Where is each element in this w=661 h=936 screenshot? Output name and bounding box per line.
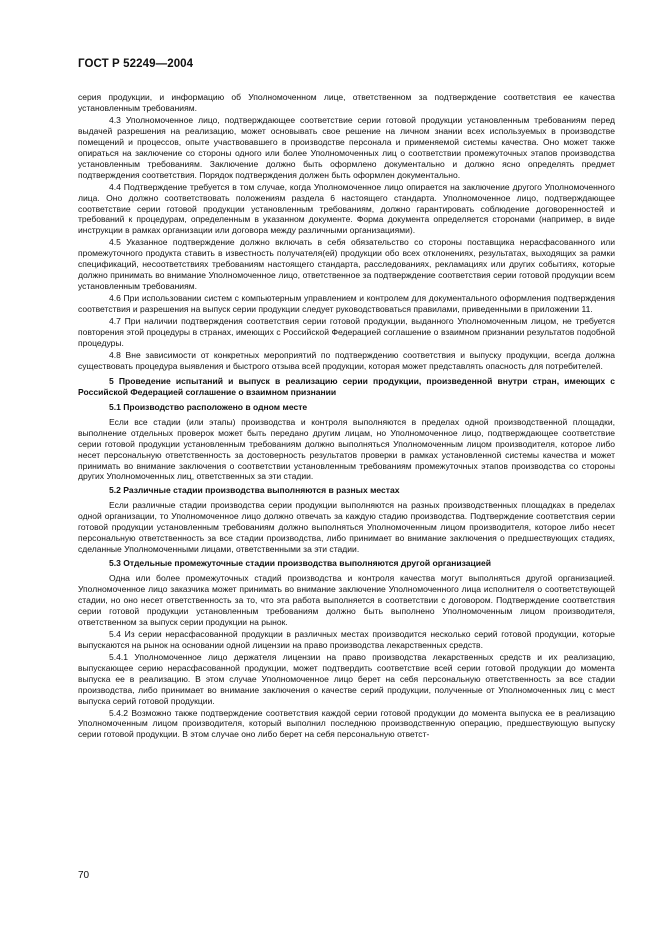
paragraph: 4.7 При наличии подтверждения соответствия серии готовой продукции, выданного Уполномоченным лицом, не требуется повторения этой процедуры в странах, имеющих с Российской Федерацией соглашение о взаимном признании результатов подобной процедуры. <box>78 316 615 348</box>
paragraph: 4.4 Подтверждение требуется в том случае, когда Уполномоченное лицо опирается на заключение другого Уполномоченного лица. Оно должно соответствовать положениям раздела 6 настоящего стандарта. Уполномоченное лицо, подтверждающее соответствие серии готовой продукции установленным требованиям, должно гарантировать соблюдение договоренностей и требований к процедурам, определенным в указанном документе. Форма документа определяется сторонами (например, в виде инструкции в рамках организации или договора между различными организациями). <box>78 181 615 236</box>
paragraph: 5.4.1 Уполномоченное лицо держателя лицензии на право производства лекарственных средств и их реализацию, выпускающее серию нерасфасованной продукции, может подтвердить соответствие всей серии готовой продукции до момента выпуска ее в реализацию. В этом случае Уполномоченное лицо берет на себя персональную ответственность за все стадии производства, либо принимает во внимание заключения о качестве серий продукции, полученные от Уполномоченных лиц с мест выпуска серий готовой продукции. <box>78 651 615 706</box>
paragraph: Если все стадии (или этапы) производства и контроля выполняются в пределах одной производственной площадки, выполнение отдельных проверок может быть передано другим лицам, но Уполномоченное лицо, подтверждающее соответствие серии готовой продукции установленным требованиям должно выполняться Уполномоченным лицом производителя, которое либо несет персональную ответственность за достоверность результатов проверки в рамках установленной системы качества и может принимать во внимание заключения о соответствии установленным требованиям промежуточных этапов производства со стороны других Уполномоченных лиц, ответственных за эти стадии. <box>78 416 615 482</box>
document-page <box>78 58 615 741</box>
paragraph: Если различные стадии производства серии продукции выполняются на разных производственных площадках в пределах одной организации, то Уполномоченное лицо должно отвечать за каждую стадию производства. Подтверждение соответствия серии готовой продукции установленным требованиям должно выполняться Уполномоченным лицом производителя, которое либо несет персональную ответственность за все стадии производства, либо принимает во внимание заключения о предшествующих стадиях, сделанные Уполномоченными лицами, ответственными за эти стадии. <box>78 500 615 555</box>
section-heading: 5 Проведение испытаний и выпуск в реализацию серии продукции, произведенной внутри стран, имеющих с Российской Федерацией соглашение о взаимном признании <box>78 375 615 397</box>
subsection-heading: 5.1 Производство расположено в одном месте <box>109 401 308 412</box>
paragraph: 5.4.2 Возможно также подтверждение соответствия каждой серии готовой продукции до момента выпуска ее в реализацию Уполномоченным лицом производителя, который выполнил последнюю производственную операцию, предшествующую выпуску серии готовой продукции. В этом случае оно либо берет на себя персональную ответст- <box>78 707 615 740</box>
paragraph: 5.4 Из серии нерасфасованной продукции в различных местах производится несколько серий готовой продукции, которые выпускаются на рынок на основании одной лицензии на право производства лекарственных средств. <box>78 628 615 650</box>
document-header: ГОСТ Р 52249—2004 <box>78 58 194 70</box>
document-body <box>78 92 615 740</box>
paragraph: 4.6 При использовании систем с компьютерным управлением и контролем для документального оформления подтверждения соответствия и разрешения на выпуск серии продукции следует руководствоваться правилами, приведенными в приложении 11. <box>78 293 615 315</box>
paragraph: 4.8 Вне зависимости от конкретных мероприятий по подтверждению соответствия и выпуску продукции, всегда должна существовать процедура выявления и быстрого отзыва всей продукции, которая может представлять опасность для потребителей. <box>78 349 615 371</box>
paragraph: 4.3 Уполномоченное лицо, подтверждающее соответствие серии готовой продукции установленным требованиям перед выдачей разрешения на реализацию, может основывать свое решение на личном знании всех используемых в производстве помещений и процессов, опыте участвовавшего в производстве персонала и применяемой системы качества. Оно может также опираться на заключение со стороны одного или более Уполномоченных лиц о соответствии промежуточных этапов производства установленным требованиям. Заключение должно быть оформлено документально и должно ясно определять предмет подтверждения соответствия. Порядок подтверждения должен быть оформлен документально. <box>78 114 615 180</box>
paragraph: серия продукции, и информацию об Уполномоченном лице, ответственном за подтверждение соответствия ее качества установленным требованиям. <box>78 92 615 113</box>
paragraph: Одна или более промежуточных стадий производства и контроля качества могут выполняться другой организацией. Уполномоченное лицо заказчика может принимать во внимание заключение Уполномоченного лица исполнителя о соответствующей стадии, но оно несет ответственность за то, что эта работа выполняется в соответствии с договором. Подтверждение соответствия серии готовой продукции установленным требованиям должно быть выполнено Уполномоченным лицом производителя, ответственном за выпуск серии продукции на рынок. <box>78 573 615 627</box>
subsection-heading: 5.3 Отдельные промежуточные стадии производства выполняются другой организацией <box>109 558 492 569</box>
page-number: 70 <box>78 870 90 881</box>
paragraph: 4.5 Указанное подтверждение должно включать в себя обязательство со стороны поставщика нерасфасованного или промежуточного продукта ставить в известность получателя(ей) продукции обо всех отклонениях, результатах, выходящих за рамки спецификаций, несоответствиях требованиям настоящего стандарта, расследованиях, рекламациях или других событиях, которые должно принимать во внимание Уполномоченное лицо, ответственное за подтверждение соответствия серии готовой продукции всем установленным требованиям. <box>78 237 615 292</box>
subsection-heading: 5.2 Различные стадии производства выполняются в разных местах <box>109 485 400 496</box>
